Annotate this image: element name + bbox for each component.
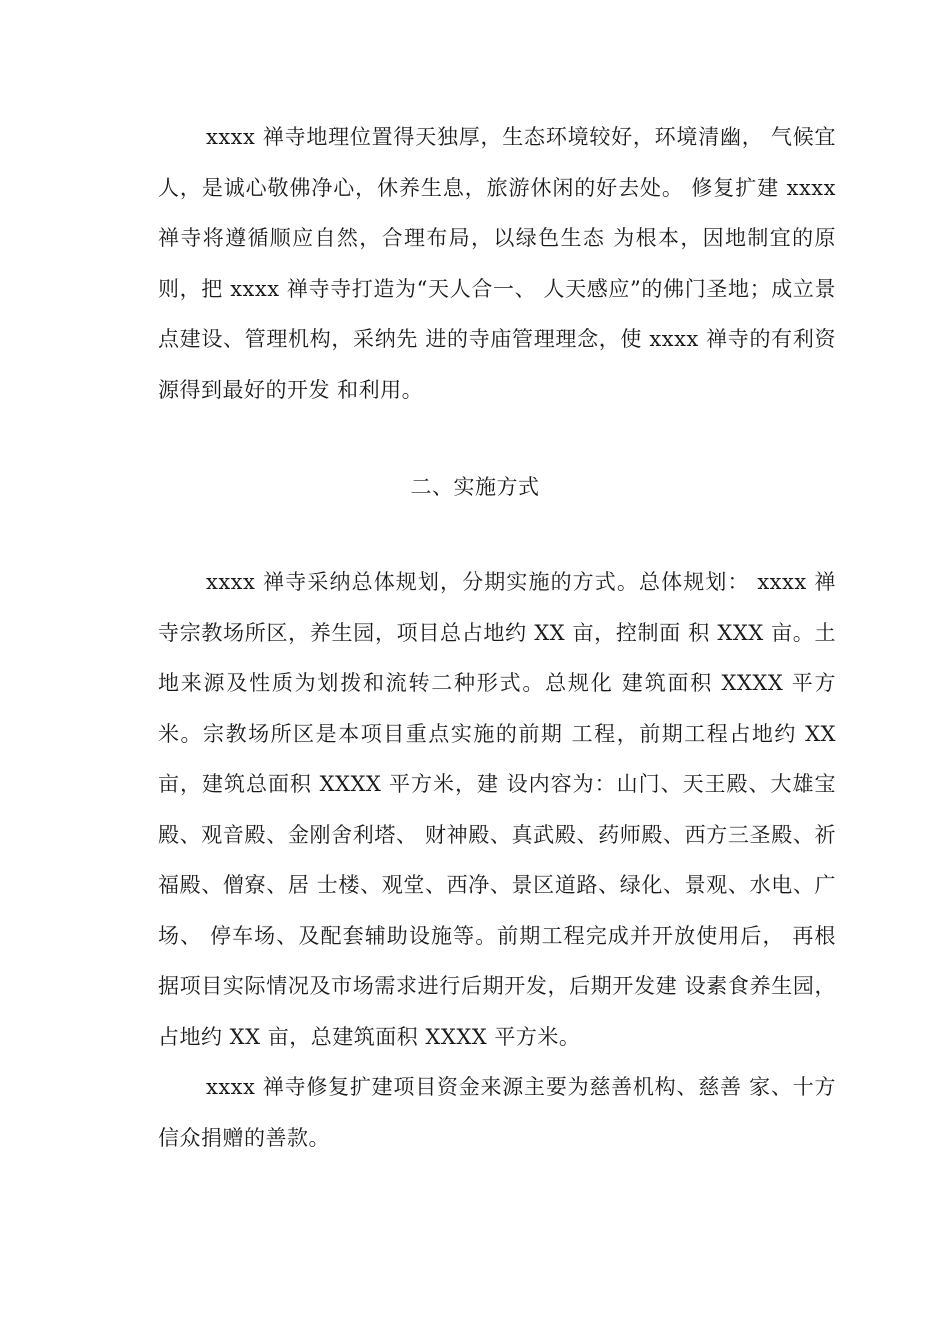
section-heading-implementation: 二、实施方式	[410, 475, 540, 499]
paragraph-implementation-plan: xxxx 禅寺采纳总体规划，分期实施的方式。总体规划： xxxx 禅寺宗教场所区，养生园，项目总占地约 XX 亩，控制面 积 XXX 亩。土地来源及性质为划拨和流转二种形式。总规化 建筑面积 XXXX 平方米。宗教场所区是本项目重点实施的前期 工程，前期工程占地约 XX 亩，建筑总面积 XXXX 平方米，建 设内容为：山门、天王殿、大雄宝殿、观音殿、金刚舍利塔、 财神殿、真武殿、药师殿、西方三圣殿、祈福殿、僧寮、居 士楼、观堂、西净、景区道路、绿化、景观、水电、广场、 停车场、及配套辅助设施等。前期工程完成并开放使用后， 再根据项目实际情况及市场需求进行后期开发，后期开发建 设素食养生园，占地约 XX 亩，总建筑面积 XXXX 平方米。	[158, 570, 836, 1049]
paragraph-location-overview: xxxx 禅寺地理位置得天独厚，生态环境较好，环境清幽， 气候宜人，是诚心敬佛净心，休养生息，旅游休闲的好去处。 修复扩建 xxxx 禅寺将遵循顺应自然，合理布局，以绿色生态 为根本，因地制宜的原则，把 xxxx 禅寺寺打造为“天人合一、 人天感应”的佛门圣地；成立景点建设、管理机构，采纳先 进的寺庙管理理念，使 xxxx 禅寺的有利资源得到最好的开发 和利用。	[158, 125, 836, 402]
paragraph-funding-source: xxxx 禅寺修复扩建项目资金来源主要为慈善机构、慈善 家、十方信众捐赠的善款。	[158, 1075, 836, 1150]
